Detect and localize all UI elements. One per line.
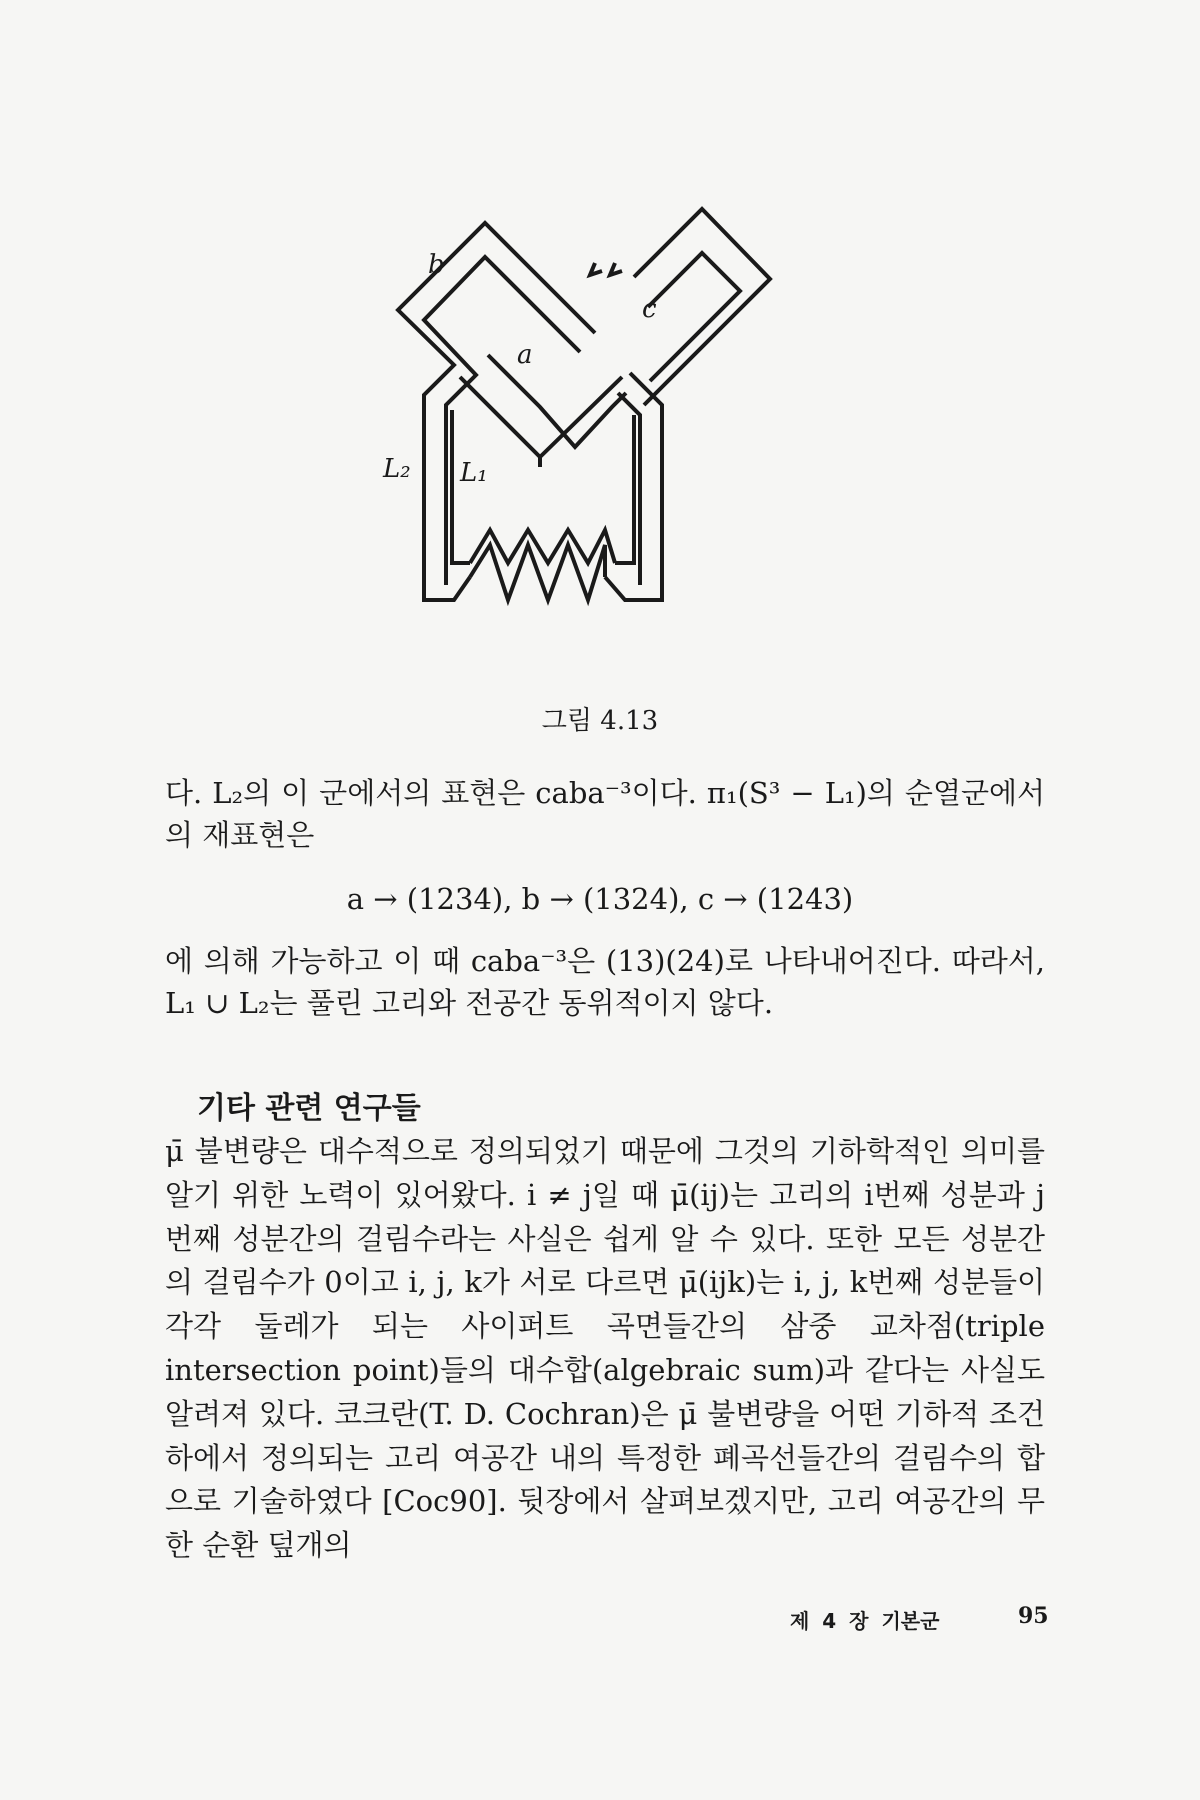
strand-L1-cross-2 xyxy=(460,377,540,457)
strand-L1-cross-3 xyxy=(540,377,622,457)
section-body xyxy=(165,1130,1045,1568)
label-b: b xyxy=(428,250,445,280)
label-a: a xyxy=(517,340,533,370)
link-diagram-figure xyxy=(383,205,850,695)
figure-caption: 그림 4.13 xyxy=(541,706,659,736)
strand-L1-cross xyxy=(488,355,626,447)
section-body-text: μ̄ 불변량은 대수적으로 정의되었기 때문에 그것의 기하학적인 의미를 알기 위한 노력이 있어왔다. i ≠ j일 때 μ̄(ij)는 고리의 i번째 성분과 j번째 성분간의 걸림수라는 사실은 쉽게 알 수 있다. 또한 모든 성분간의 걸림수가 0이고 i, j, k가 서로 다르면 μ̄(ijk)는 i, j, k번째 성분들이 각각 둘레가 되는 사이퍼트 곡면들간의 삼중 교차점(triple intersection point)들의 대수합(algebraic sum)과 같다는 사실도 알려져 있다. 코크란(T. D. Cochran)은 μ̄ 불변량을 어떤 기하적 조건하에서 정의되는 고리 여공간 내의 특정한 폐곡선들간의 걸림수의 합으로 기술하였다 [Coc90]. 뒷장에서 살펴보겠지만, 고리 여공간의 무한 순환 덮개의 xyxy=(165,1134,1045,1563)
strand-L2-lower-right-2 xyxy=(618,393,640,585)
strand-L2-bottom-right xyxy=(605,577,662,600)
paragraph-text: 다. L₂의 이 군에서의 표현은 caba⁻³이다. π₁(S³ − L₁)의 순열군에서의 재표현은 xyxy=(165,776,1045,852)
running-head: 제 4 장 기본군 xyxy=(790,1609,940,1633)
page-number: 95 xyxy=(1018,1603,1049,1629)
strand-L2-right-inner xyxy=(648,253,740,381)
orientation-arrow-2 xyxy=(610,263,622,275)
label-c: c xyxy=(642,294,657,324)
strand-L1-right xyxy=(615,415,634,563)
permutation-formula: a → (1234), b → (1324), c → (1243) xyxy=(346,882,854,916)
orientation-arrow-1 xyxy=(590,263,602,275)
paragraph-text: 에 의해 가능하고 이 때 caba⁻³은 (13)(24)로 나타내어진다. 따라서, L₁ ∪ L₂는 풀린 고리와 전공간 동위적이지 않다. xyxy=(165,944,1045,1020)
label-L1: L₁ xyxy=(460,458,488,488)
twist-zigzag-bottom xyxy=(470,545,605,600)
paragraph-conclusion xyxy=(165,940,1045,1024)
section-heading: 기타 관련 연구들 xyxy=(197,1091,421,1126)
link-diagram xyxy=(383,205,850,695)
label-L2: L₂ xyxy=(383,454,411,484)
paragraph-representation xyxy=(165,772,1045,856)
